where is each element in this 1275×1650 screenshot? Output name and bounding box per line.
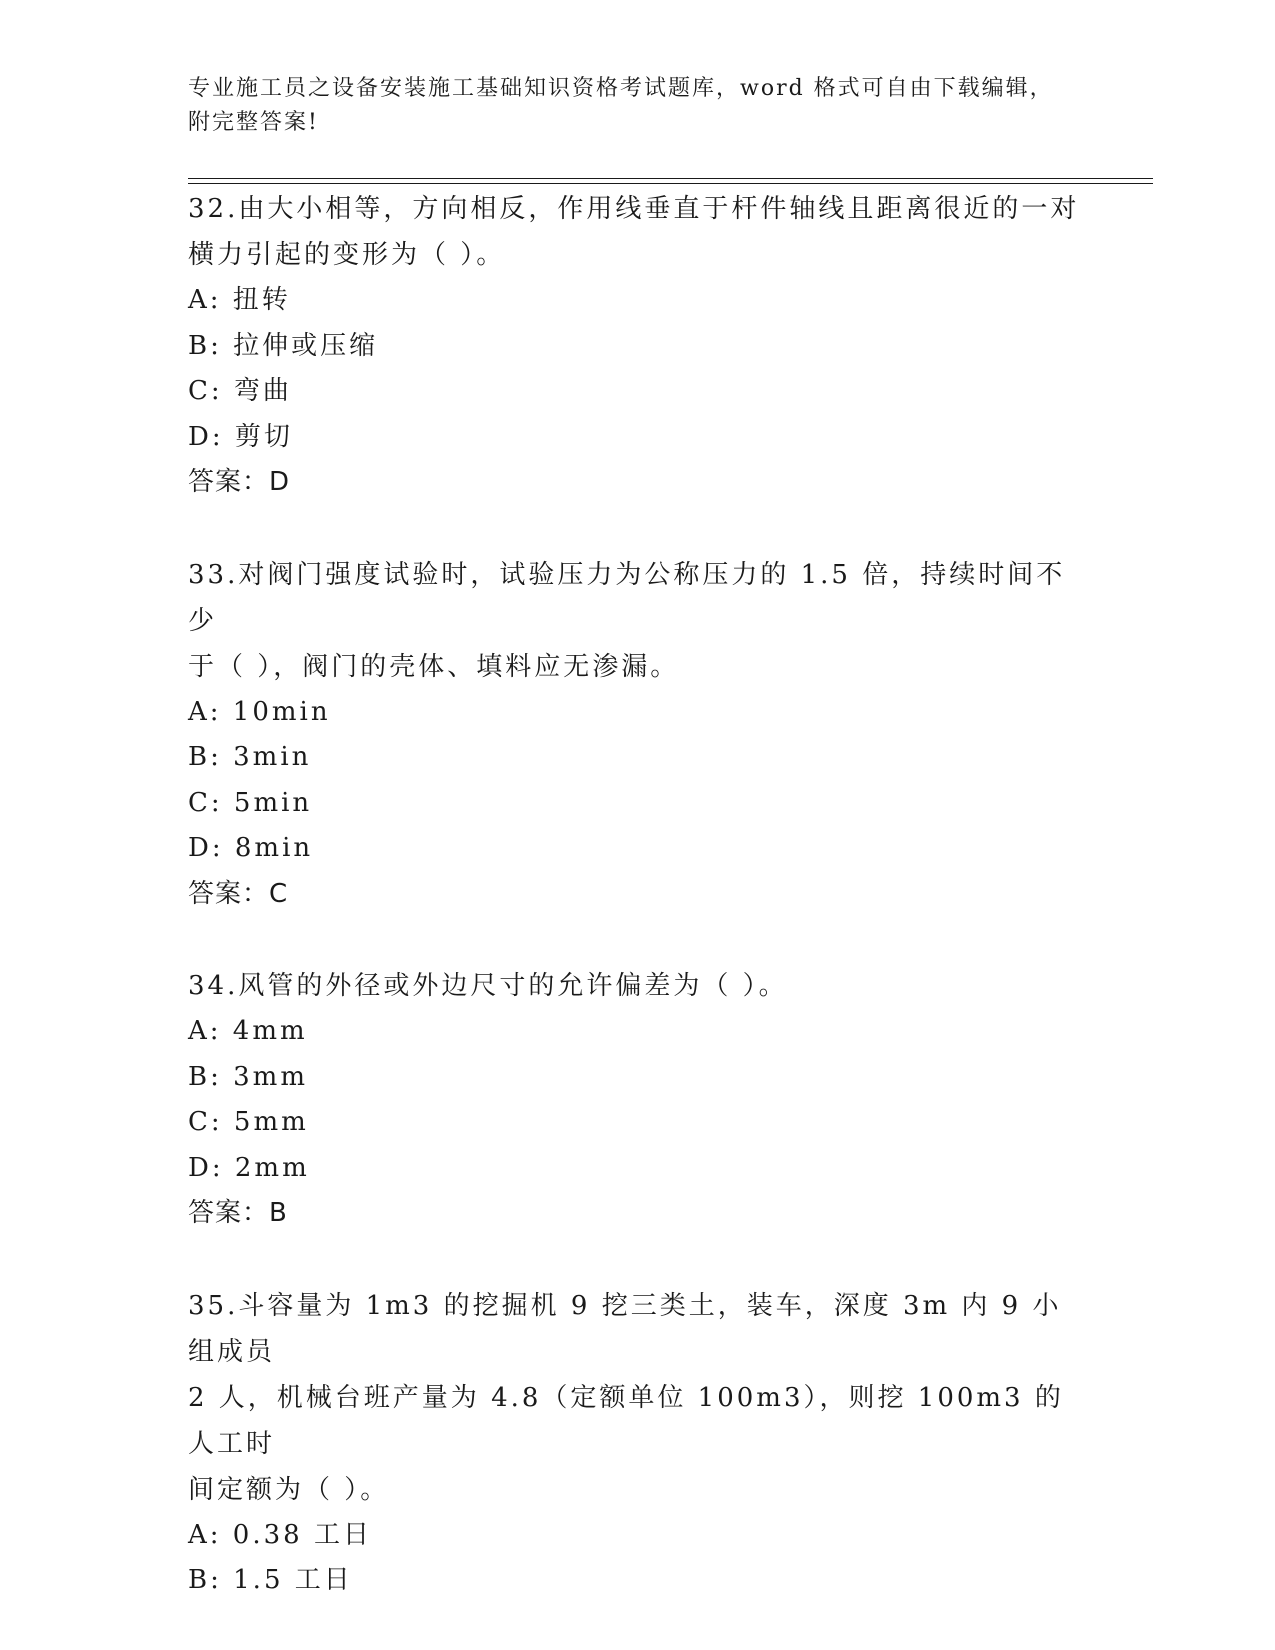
option-a: A: 扭转 — [188, 285, 291, 315]
question-text-line: 34.风管的外径或外边尺寸的允许偏差为（ ）。 — [188, 971, 788, 1001]
question-text-line: 横力引起的变形为（ ）。 — [188, 240, 506, 270]
option-a: A: 0.38 工日 — [188, 1519, 372, 1550]
question-34 — [188, 963, 1088, 1237]
option-a: A: 10min — [188, 696, 331, 727]
question-text-line: 33.对阀门强度试验时，试验压力为公称压力的 1.5 倍，持续时间不少 — [188, 559, 1066, 636]
answer-line: 答案：B — [188, 1198, 288, 1228]
option-d: D: 剪切 — [188, 421, 293, 452]
question-32 — [188, 186, 1088, 506]
option-d: D: 2mm — [188, 1152, 310, 1183]
answer-line: 答案：C — [188, 878, 289, 909]
option-a: A: 4mm — [188, 1016, 308, 1046]
answer-line: 答案：D — [188, 467, 291, 497]
question-list — [188, 186, 1088, 1604]
header-line-2: 附完整答案! — [188, 110, 319, 135]
question-33 — [188, 552, 1088, 918]
header-divider-top — [188, 178, 1153, 179]
option-b: B: 1.5 工日 — [188, 1565, 353, 1595]
question-35 — [188, 1283, 1088, 1604]
question-text-line: 间定额为（ ）。 — [188, 1474, 390, 1505]
question-spacer — [188, 917, 1088, 963]
header-divider-bottom — [188, 183, 1153, 184]
option-c: C: 5mm — [188, 1107, 309, 1137]
option-b: B: 3min — [188, 742, 312, 772]
question-text-line: 2 人，机械台班产量为 4.8（定额单位 100m3），则挖 100m3 的人工时 — [188, 1382, 1064, 1459]
question-text-line: 32.由大小相等，方向相反，作用线垂直于杆件轴线且距离很近的一对 — [188, 194, 1080, 224]
option-b: B: 拉伸或压缩 — [188, 330, 379, 361]
option-c: C: 弯曲 — [188, 376, 292, 406]
document-header — [188, 72, 1088, 140]
option-d: D: 8min — [188, 833, 314, 863]
header-line-1: 专业施工员之设备安装施工基础知识资格考试题库，word 格式可自由下载编辑， — [188, 76, 1054, 101]
question-text-line: 35.斗容量为 1m3 的挖掘机 9 挖三类土，装车，深度 3m 内 9 小组成员 — [188, 1290, 1062, 1367]
question-spacer — [188, 506, 1088, 552]
option-c: C: 5min — [188, 787, 313, 818]
question-text-line: 于（ ），阀门的壳体、填料应无渗漏。 — [188, 651, 680, 682]
question-spacer — [188, 1237, 1088, 1283]
option-b: B: 3mm — [188, 1061, 308, 1092]
